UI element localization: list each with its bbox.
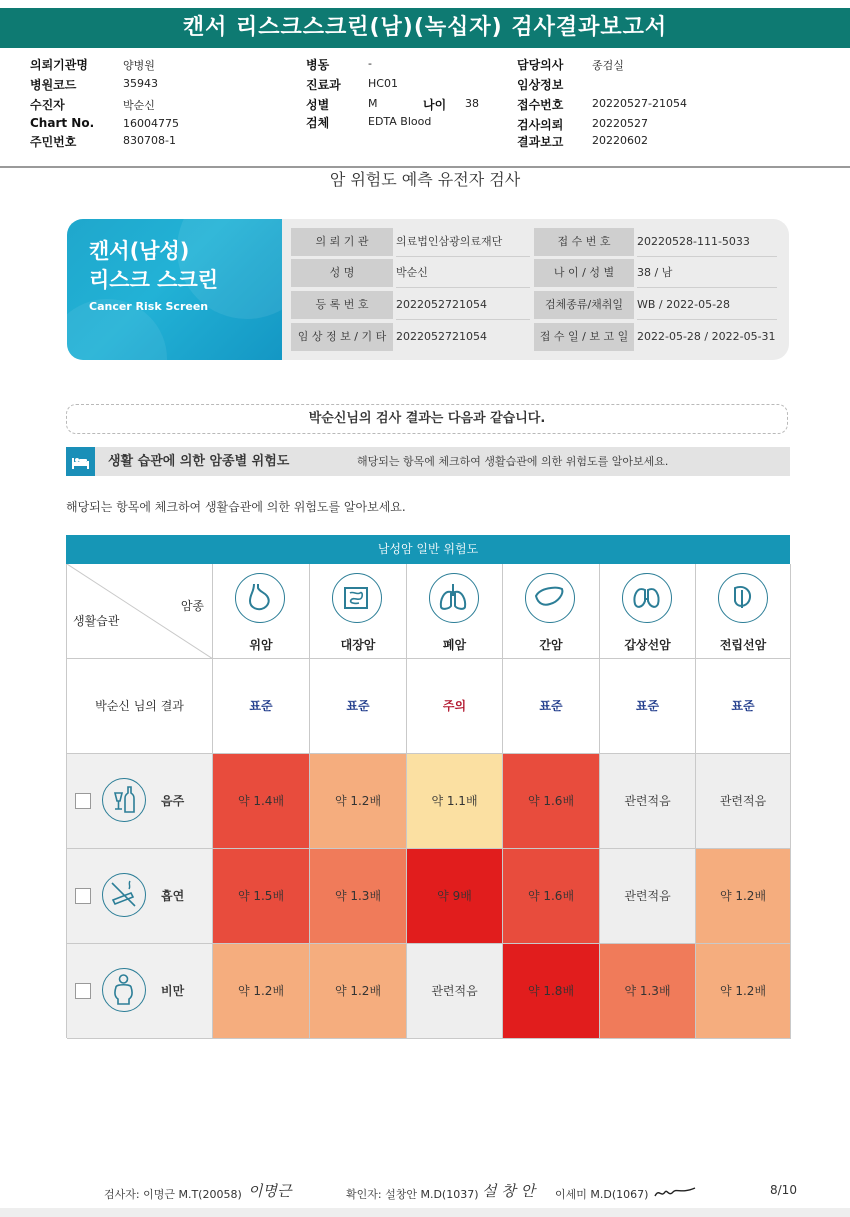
risk-value-cell: 관련적음 bbox=[696, 754, 791, 849]
risk-table bbox=[66, 564, 790, 1038]
header-colorectal bbox=[310, 564, 407, 659]
cancer-name: 전립선암 bbox=[719, 638, 767, 652]
result-cell: 표준 bbox=[600, 659, 696, 754]
risk-value-cell: 약 1.8배 bbox=[503, 944, 600, 1039]
banner-label: 임 상 정 보 / 기 타 bbox=[291, 323, 393, 351]
row-label-smoking bbox=[67, 849, 213, 944]
risk-value-cell: 약 1.2배 bbox=[213, 944, 310, 1039]
cancer-name: 대장암 bbox=[340, 638, 376, 652]
risk-value-cell: 약 1.3배 bbox=[310, 849, 407, 944]
header-prostate bbox=[696, 564, 791, 659]
banner-label: 접 수 일 / 보 고 일 bbox=[534, 323, 634, 351]
section-subtitle: 해당되는 항목에 체크하여 생활습관에 의한 위험도를 알아보세요. bbox=[357, 455, 669, 468]
confirmer-label: 확인자: 설창안 M.D(1037) bbox=[346, 1188, 479, 1201]
examiner-signature: 이명근 bbox=[248, 1182, 292, 1200]
second-confirmer-signature bbox=[653, 1182, 697, 1202]
banner-label: 검체종류/채취일 bbox=[534, 291, 634, 319]
banner-value: 의료법인삼광의료재단 bbox=[396, 228, 530, 257]
label-chart-no: Chart No. bbox=[30, 116, 95, 130]
report-title: 캔서 리스크스크린(남)(녹십자) 검사결과보고서 bbox=[0, 8, 850, 48]
lung-icon bbox=[429, 573, 479, 623]
value-department: HC01 bbox=[368, 77, 398, 90]
page-number: 8/10 bbox=[770, 1183, 797, 1197]
examiner-label: 검사자: 이명근 M.T(20058) bbox=[104, 1188, 242, 1201]
value-patient: 박순신 bbox=[123, 99, 155, 112]
risk-value-cell: 약 1.2배 bbox=[310, 944, 407, 1039]
row-name: 흡연 bbox=[161, 889, 185, 903]
result-cell: 표준 bbox=[503, 659, 600, 754]
result-row-label: 박순신 님의 결과 bbox=[67, 659, 213, 754]
banner-value: 2022-05-28 / 2022-05-31 bbox=[637, 330, 776, 343]
risk-value-cell: 관련적음 bbox=[600, 849, 696, 944]
value-chart-no: 16004775 bbox=[123, 117, 179, 130]
label-patient: 수진자 bbox=[30, 98, 65, 112]
header-stomach bbox=[213, 564, 310, 659]
smoking-icon bbox=[102, 873, 146, 917]
cancer-name: 간암 bbox=[539, 638, 563, 652]
row-name: 비만 bbox=[161, 984, 185, 998]
cancer-name: 폐암 bbox=[442, 638, 467, 652]
risk-value-cell: 약 1.1배 bbox=[407, 754, 503, 849]
result-summary: 박순신님의 검사 결과는 다음과 같습니다. bbox=[66, 404, 788, 434]
risk-value-cell: 약 1.2배 bbox=[310, 754, 407, 849]
table-corner bbox=[67, 564, 213, 659]
value-hospital-code: 35943 bbox=[123, 77, 158, 90]
risk-value-cell: 약 1.6배 bbox=[503, 754, 600, 849]
risk-value-cell: 관련적음 bbox=[600, 754, 696, 849]
risk-value-cell: 약 1.3배 bbox=[600, 944, 696, 1039]
intestine-icon bbox=[332, 573, 382, 623]
table-caption: 남성암 일반 위험도 bbox=[66, 535, 790, 564]
value-request-date: 20220527 bbox=[592, 117, 648, 130]
label-resident-no: 주민번호 bbox=[30, 135, 77, 149]
cancer-name: 위암 bbox=[249, 638, 273, 652]
value-receipt-no: 20220527-21054 bbox=[592, 97, 687, 110]
logo-subtitle: Cancer Risk Screen bbox=[89, 300, 209, 313]
prostate-icon bbox=[718, 573, 768, 623]
bed-icon bbox=[66, 447, 95, 476]
risk-value-cell: 약 1.2배 bbox=[696, 849, 791, 944]
cancer-name: 갑상선암 bbox=[624, 638, 671, 652]
banner-label: 나 이 / 성 별 bbox=[534, 259, 634, 287]
value-resident-no: 830708-1 bbox=[123, 134, 176, 147]
banner-value: 38 / 남 bbox=[637, 259, 777, 288]
logo-title-line1: 캔서(남성) bbox=[89, 239, 190, 263]
result-cell: 표준 bbox=[310, 659, 407, 754]
risk-value-cell: 약 1.5배 bbox=[213, 849, 310, 944]
second-confirmer-label: 이세미 M.D(1067) bbox=[555, 1188, 649, 1201]
value-doctor: 종검실 bbox=[592, 59, 624, 72]
stomach-icon bbox=[235, 573, 285, 623]
value-ward: - bbox=[368, 57, 372, 70]
smoking-checkbox[interactable] bbox=[75, 888, 91, 904]
label-institution: 의뢰기관명 bbox=[30, 58, 88, 72]
label-hospital-code: 병원코드 bbox=[30, 78, 77, 92]
obesity-icon bbox=[102, 968, 146, 1012]
row-label-obesity bbox=[67, 944, 213, 1039]
label-clinical-info: 임상정보 bbox=[517, 78, 564, 92]
risk-value-cell: 약 1.6배 bbox=[503, 849, 600, 944]
product-logo bbox=[67, 219, 282, 360]
thyroid-icon bbox=[622, 573, 672, 623]
value-institution: 양병원 bbox=[123, 59, 155, 72]
section-title: 생활 습관에 의한 암종별 위험도 bbox=[108, 454, 290, 469]
banner-label: 접 수 번 호 bbox=[534, 228, 634, 256]
guide-text: 해당되는 항목에 체크하여 생활습관에 의한 위험도를 알아보세요. bbox=[66, 500, 406, 514]
header-lung bbox=[407, 564, 503, 659]
risk-value-cell: 관련적음 bbox=[407, 944, 503, 1039]
footer bbox=[0, 1180, 850, 1208]
alcohol-checkbox[interactable] bbox=[75, 793, 91, 809]
banner-value: 2022052721054 bbox=[396, 291, 530, 320]
label-ward: 병동 bbox=[306, 58, 330, 72]
banner-value: 2022052721054 bbox=[396, 330, 487, 343]
value-sex: M bbox=[368, 97, 378, 110]
value-report-date: 20220602 bbox=[592, 134, 648, 147]
value-specimen: EDTA Blood bbox=[368, 115, 432, 128]
corner-lifestyle: 생활습관 bbox=[73, 614, 120, 628]
obesity-checkbox[interactable] bbox=[75, 983, 91, 999]
label-department: 진료과 bbox=[306, 78, 341, 92]
label-request-date: 검사의뢰 bbox=[517, 118, 564, 132]
label-specimen: 검체 bbox=[306, 116, 330, 130]
banner-label: 등 록 번 호 bbox=[291, 291, 393, 319]
liver-icon bbox=[525, 573, 575, 623]
corner-cancer-type: 암종 bbox=[180, 599, 204, 613]
logo-title-line2: 리스크 스크린 bbox=[89, 268, 219, 292]
bottom-strip bbox=[0, 1208, 850, 1217]
banner-value: 박순신 bbox=[396, 259, 530, 288]
confirmer-signature: 설 창 안 bbox=[482, 1182, 536, 1200]
section-header bbox=[66, 447, 790, 476]
page-title: 암 위험도 예측 유전자 검사 bbox=[329, 170, 521, 189]
banner-label: 의 뢰 기 관 bbox=[291, 228, 393, 256]
result-cell: 표준 bbox=[213, 659, 310, 754]
risk-value-cell: 약 9배 bbox=[407, 849, 503, 944]
result-cell: 주의 bbox=[407, 659, 503, 754]
banner-value: WB / 2022-05-28 bbox=[637, 291, 777, 320]
row-label-alcohol bbox=[67, 754, 213, 849]
value-age: 38 bbox=[465, 97, 479, 110]
label-receipt-no: 접수번호 bbox=[517, 98, 564, 112]
risk-value-cell: 약 1.2배 bbox=[696, 944, 791, 1039]
label-report-date: 결과보고 bbox=[517, 135, 564, 149]
header-liver bbox=[503, 564, 600, 659]
alcohol-icon bbox=[102, 778, 146, 822]
label-sex: 성별 bbox=[306, 98, 330, 112]
label-age: 나이 bbox=[423, 98, 447, 112]
risk-value-cell: 약 1.4배 bbox=[213, 754, 310, 849]
header-thyroid bbox=[600, 564, 696, 659]
banner-value: 20220528-111-5033 bbox=[637, 228, 777, 257]
label-doctor: 담당의사 bbox=[517, 58, 564, 72]
result-cell: 표준 bbox=[696, 659, 791, 754]
row-name: 음주 bbox=[161, 794, 185, 808]
banner-label: 성 명 bbox=[291, 259, 393, 287]
patient-header bbox=[0, 48, 850, 166]
logo-title bbox=[89, 237, 218, 295]
